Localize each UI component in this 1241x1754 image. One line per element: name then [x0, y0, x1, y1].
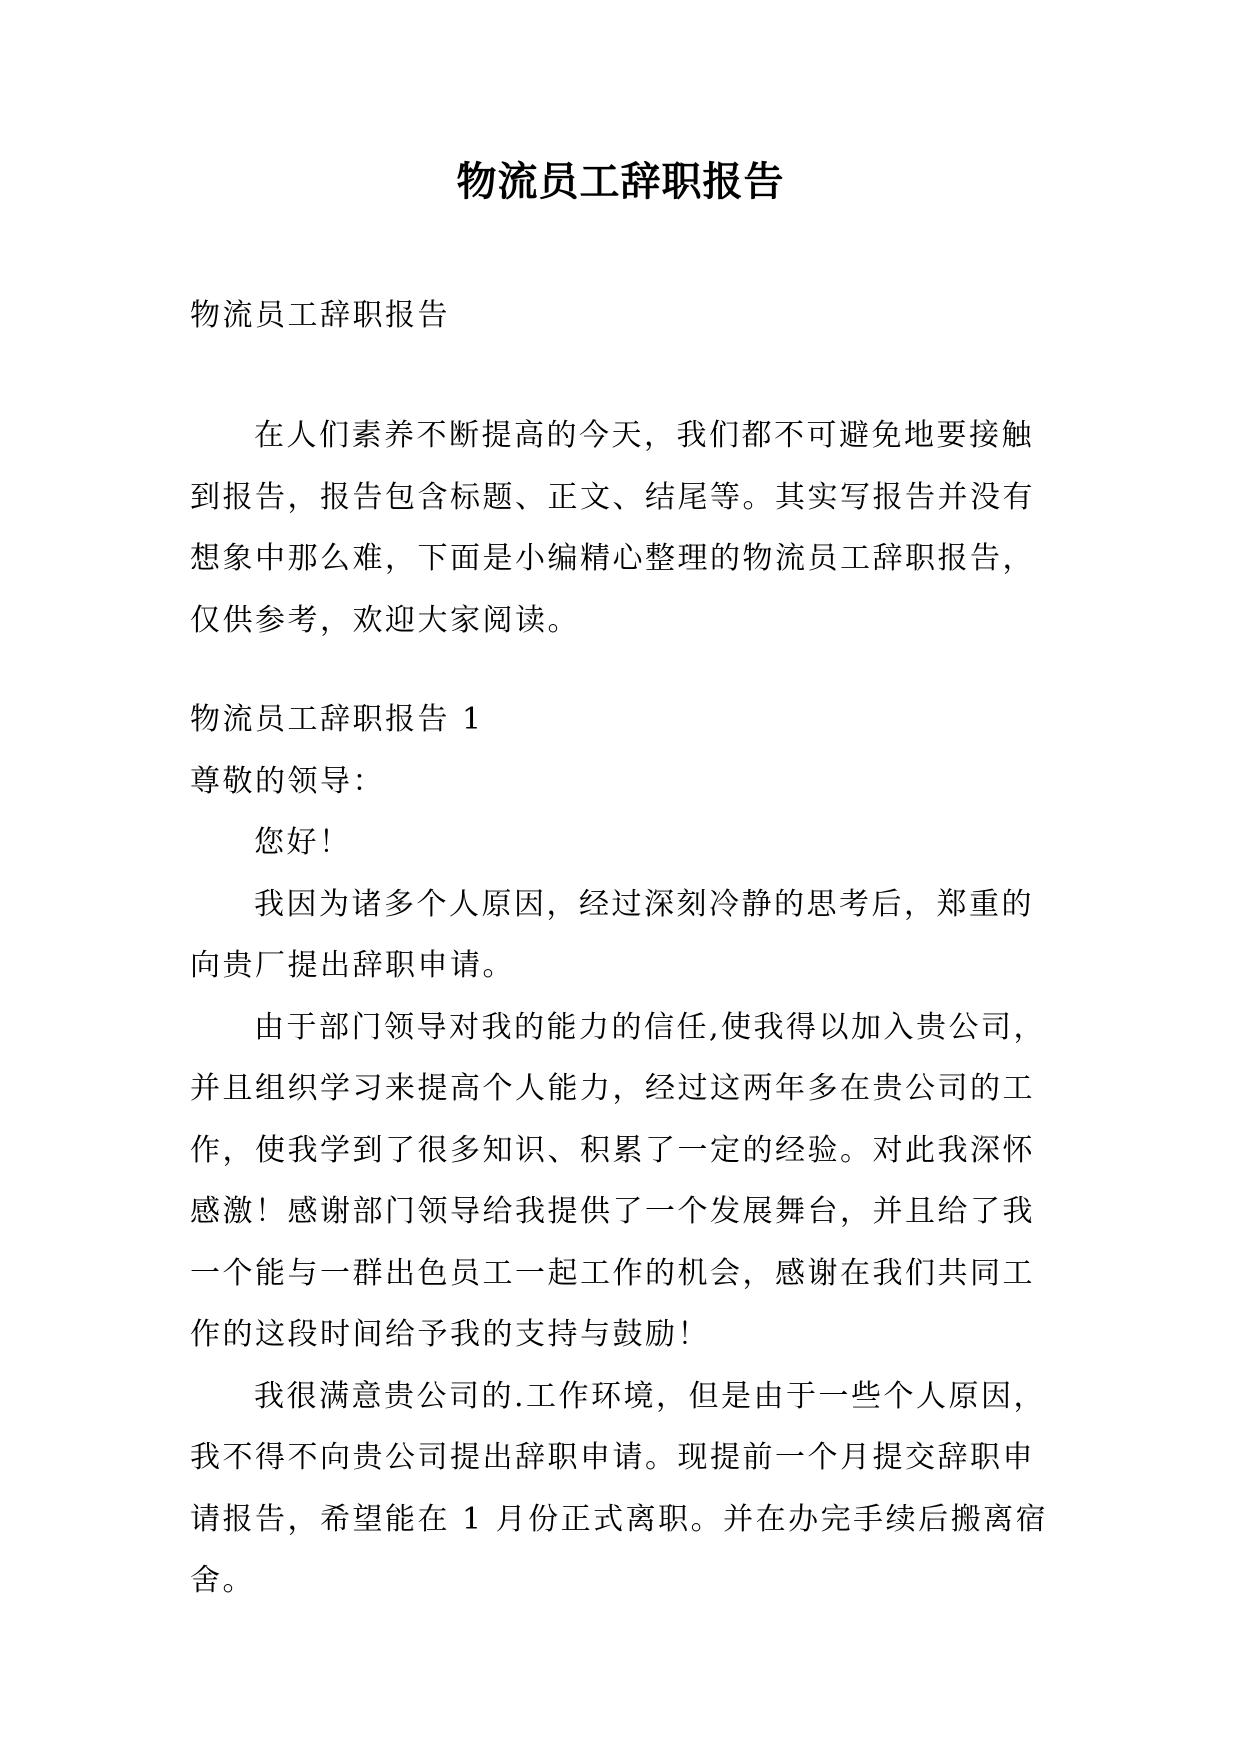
section-heading: 物流员工辞职报告 1 [190, 702, 484, 737]
body-paragraph: 我很满意贵公司的.工作环境，但是由于一些个人原因，我不得不向贵公司提出辞职申请。现提前一个月提交辞职申请报告，希望能在 1 月份正式离职。并在办完手续后搬离宿舍。 [190, 1378, 1049, 1598]
letter-section [190, 689, 1050, 1612]
salutation: 尊敬的领导： [190, 763, 385, 799]
body-paragraph: 我因为诸多个人原因，经过深刻冷静的思考后，郑重的向贵厂提出辞职申请。 [190, 886, 1034, 983]
document-subtitle [190, 285, 1050, 347]
body-paragraph: 由于部门领导对我的能力的信任,使我得以加入贵公司，并且组织学习来提高个人能力，经过这两年多在贵公司的工作，使我学到了很多知识、积累了一定的经验。对此我深怀感激！感谢部门领导给我提供了一个发展舞台，并且给了我一个能与一群出色员工一起工作的机会，感谢在我们共同工作的这段时间给予我的支持与鼓励！ [190, 1009, 1047, 1352]
intro-paragraph: 在人们素养不断提高的今天，我们都不可避免地要接触到报告，报告包含标题、正文、结尾等。其实写报告并没有想象中那么难，下面是小编精心整理的物流员工辞职报告，仅供参考，欢迎大家阅读。 [190, 418, 1035, 638]
document-title: 物流员工辞职报告 [456, 159, 785, 205]
greeting: 您好！ [254, 825, 352, 860]
intro-block [190, 405, 1050, 651]
subtitle-text: 物流员工辞职报告 [190, 298, 450, 333]
